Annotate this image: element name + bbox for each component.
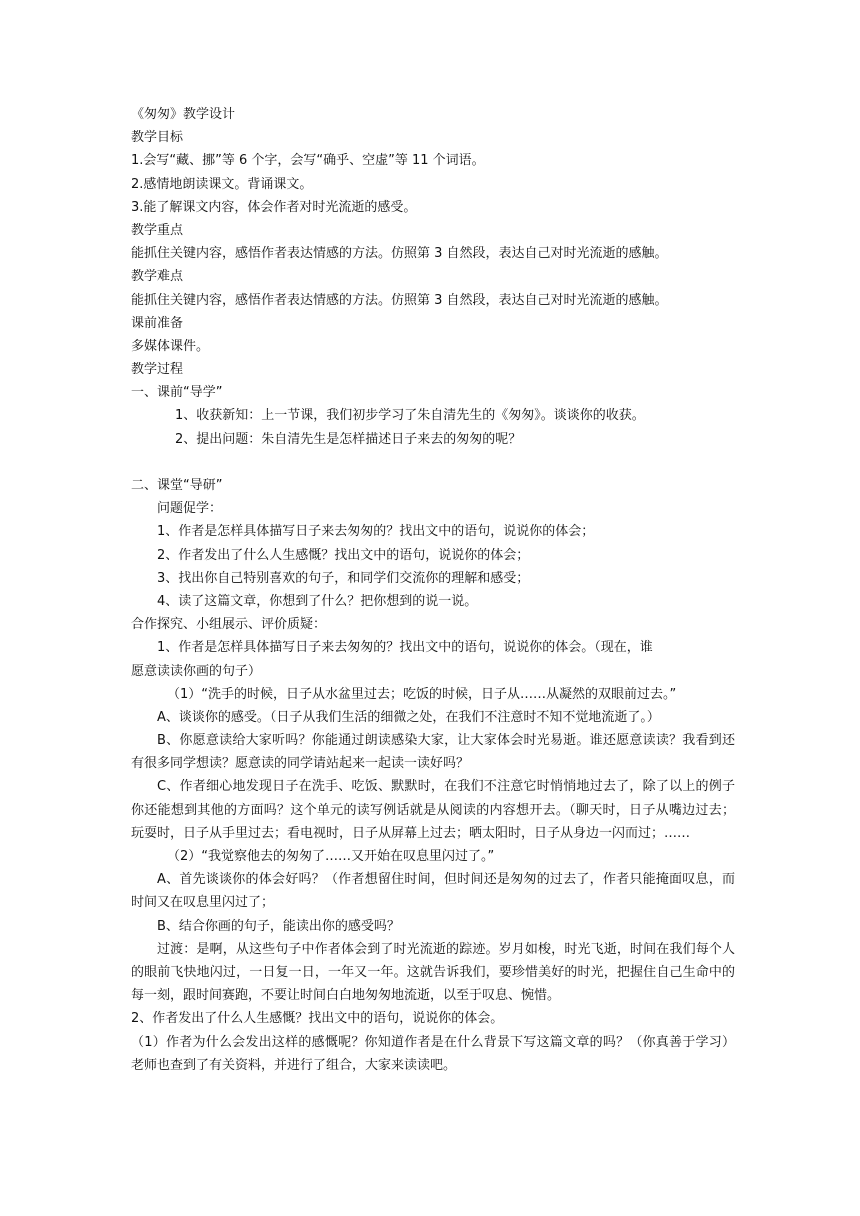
part1-item: 1、收获新知：上一节课，我们初步学习了朱自清先生的《匆匆》。谈谈你的收获。 <box>175 408 645 424</box>
prep-heading: 课前准备 <box>131 315 184 331</box>
difficult-heading: 教学难点 <box>131 269 184 285</box>
answer-a2 <box>131 868 735 914</box>
key-text: 能抓住关键内容，感悟作者表达情感的方法。仿照第 3 自然段，表达自己对时光流逝的感触。 <box>131 246 668 262</box>
part2-heading: 二、课堂“导研” <box>131 478 223 493</box>
question-item: 3、找出你自己特别喜欢的句子，和同学们交流你的理解和感受； <box>157 570 530 586</box>
question-item: 2、作者发出了什么人生感慨？找出文中的语句，说说你的体会； <box>157 547 530 563</box>
question-item: 1、作者是怎样具体描写日子来去匆匆的？找出文中的语句，说说你的体会； <box>157 524 595 540</box>
answer-a1: A、谈谈你的感受。（日子从我们生活的细微之处，在我们不注意时不知不觉地流逝了。） <box>157 709 660 725</box>
transition-paragraph <box>131 938 735 1008</box>
document-body <box>131 103 735 1077</box>
question-item: 4、读了这篇文章，你想到了什么？把你想到的说一说。 <box>157 593 478 609</box>
part1-item: 2、提出问题：朱自清先生是怎样描述日子来去的匆匆的呢？ <box>175 431 522 447</box>
goal-item: 2.感情地朗读课文。背诵课文。 <box>131 176 313 192</box>
answer-c1-text: C、作者细心地发现日子在洗手、吃饭、默默时，在我们不注意它时悄悄地过去了，除了以上的例子你还能想到其他的方面吗？这个单元的读写例话就是从阅读的内容想开去。（聊天时，日子从嘴边过去；玩耍时，日子从手里过去；看电视时，日子从屏幕上过去；晒太阳时，日子从身边一闪而过；…… <box>131 779 735 841</box>
quote-1: （1）“洗手的时候，日子从水盆里过去；吃饭的时候，日子从……从凝然的双眼前过去。” <box>167 686 677 702</box>
blank-line <box>131 451 735 474</box>
difficult-text: 能抓住关键内容，感悟作者表达情感的方法。仿照第 3 自然段，表达自己对时光流逝的感触。 <box>131 292 668 308</box>
prep-text: 多媒体课件。 <box>131 338 210 354</box>
answer-b2: B、结合你画的句子，能读出你的感受吗？ <box>157 918 400 934</box>
answer-b1-text: B、你愿意读给大家听吗？你能通过朗读感染大家，让大家体会时光易逝。谁还愿意读读？我看到还有很多同学想读？愿意读的同学请站起来一起读一读好吗？ <box>131 733 735 772</box>
goal-item: 1.会写“藏、挪”等 6 个字，会写“确乎、空虚”等 11 个词语。 <box>131 153 485 169</box>
key-heading: 教学重点 <box>131 222 184 238</box>
prompt-label: 问题促学： <box>157 501 223 517</box>
q2-heading: 2、作者发出了什么人生感慨？找出文中的语句，说说你的体会。 <box>131 1011 504 1027</box>
goals-heading: 教学目标 <box>131 130 184 146</box>
answer-a2-text: A、首先谈谈你的体会好吗？（作者想留住时间，但时间还是匆匆的过去了，作者只能掩面叹息，而时间又在叹息里闪过了； <box>131 872 735 911</box>
goal-item: 3.能了解课文内容，体会作者对时光流逝的感受。 <box>131 199 417 215</box>
part1-heading: 一、课前“导学” <box>131 385 223 401</box>
quote-2: （2）“我觉察他去的匆匆了……又开始在叹息里闪过了。” <box>167 849 495 865</box>
transition-text: 过渡：是啊，从这些句子中作者体会到了时光流逝的踪迹。岁月如梭，时光飞逝，时间在我们每个人的眼前飞快地闪过，一日复一日，一年又一年。这就告诉我们，要珍惜美好的时光，把握住自己生命中的每一刻，跟时间赛跑，不要让时间白白地匆匆地流逝，以至于叹息、惋惜。 <box>131 941 735 1004</box>
document-title: 《匆匆》教学设计 <box>131 107 236 122</box>
q2-sub: （1）作者为什么会发出这样的感慨呢？你知道作者是在什么背景下写这篇文章的吗？（你真善于学习）老师也查到了有关资料，并进行了组合，大家来读读吧。 <box>131 1034 735 1073</box>
q1-line: 1、作者是怎样具体描写日子来去匆匆的？找出文中的语句，说说你的体会。（现在，谁 <box>157 640 653 656</box>
coop-label: 合作探究、小组展示、评价质疑： <box>131 617 327 633</box>
q1-line: 愿意读读你画的句子） <box>131 663 262 679</box>
process-heading: 教学过程 <box>131 362 184 378</box>
answer-c1 <box>131 775 735 845</box>
answer-b1 <box>131 729 735 775</box>
